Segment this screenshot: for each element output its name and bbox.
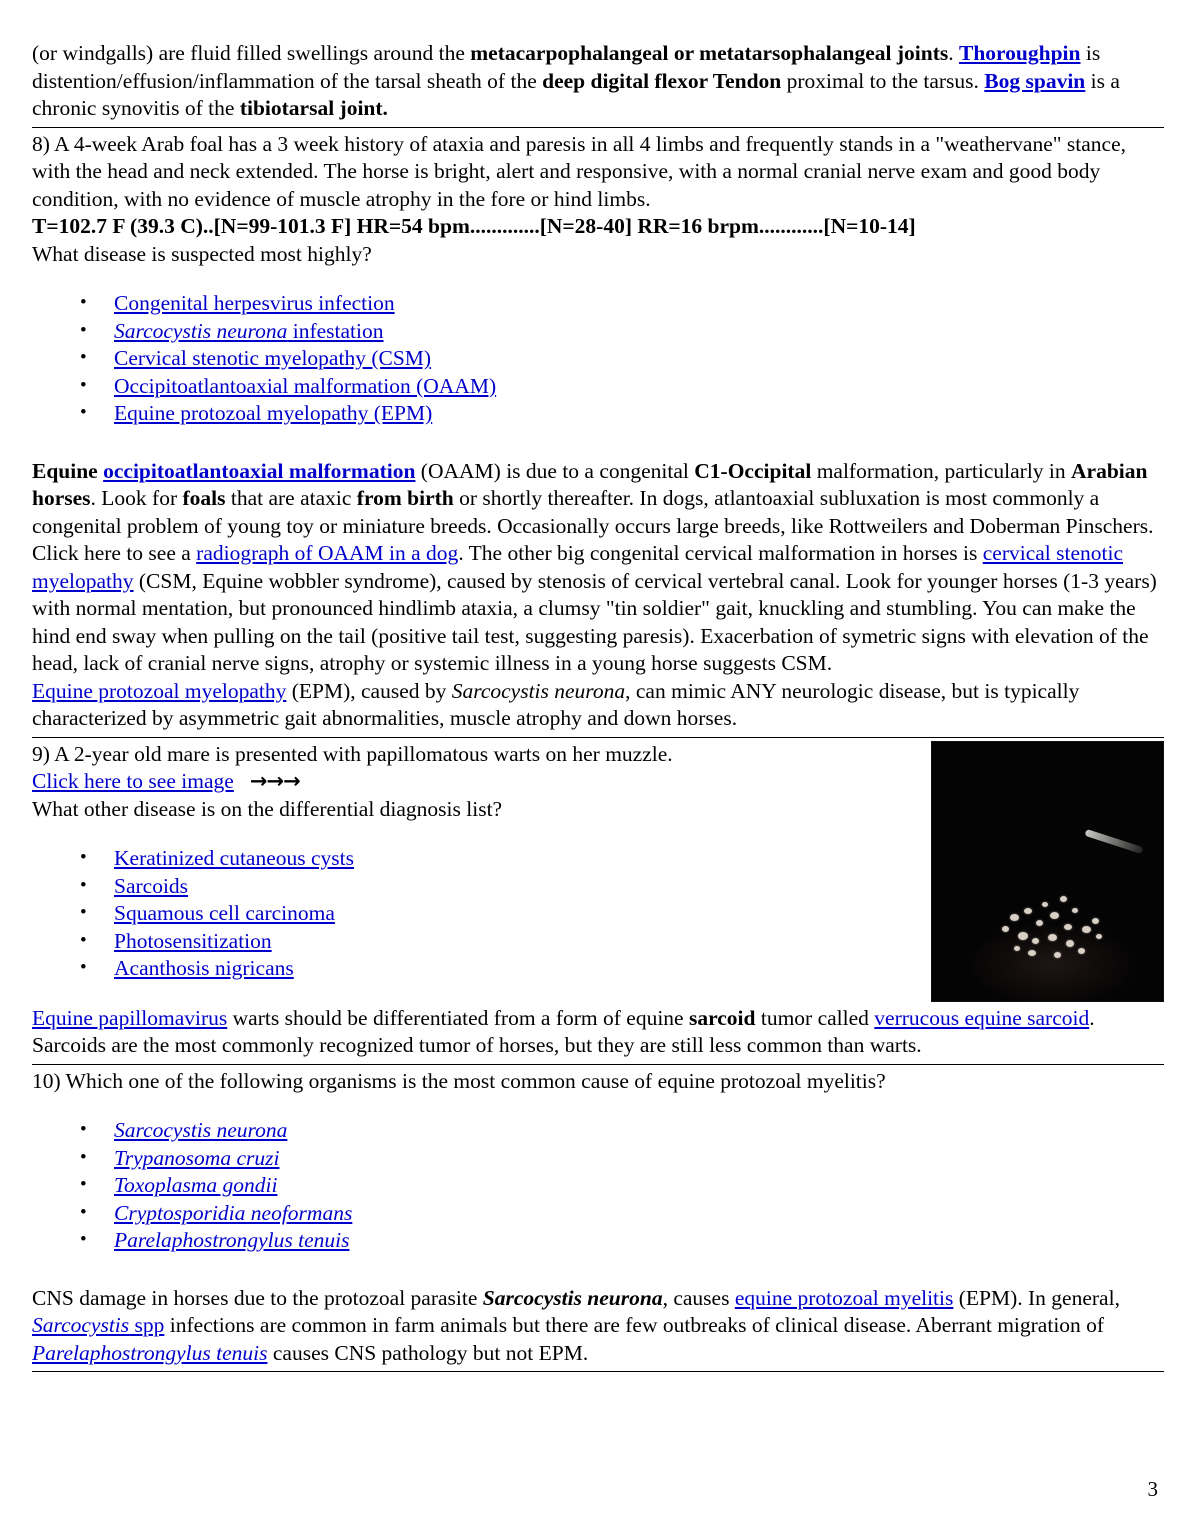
intro-text-4: proximal to the tarsus. (781, 68, 985, 93)
list-item[interactable] (80, 345, 1164, 373)
list-item[interactable] (80, 1227, 1164, 1255)
link-spp[interactable]: spp (129, 1313, 165, 1337)
question-9-image-line (32, 768, 772, 796)
explanation-10 (32, 1285, 1164, 1368)
expl8-text-2: malformation, particularly in (811, 458, 1072, 483)
expl9-text-1: warts should be differentiated from a form of equine (227, 1005, 689, 1030)
question-8-block (32, 131, 1164, 428)
link-parelaphostrongylus-tenuis[interactable]: Parelaphostrongylus tenuis (32, 1340, 268, 1365)
expl8-bold-arabian-horses: Arabian horses (32, 458, 1148, 510)
intro-text-2: . (948, 41, 959, 65)
expl8-bold-c1-occipital: C1-Occipital (694, 458, 812, 483)
question-9-options (32, 845, 772, 983)
expl10-text-5: causes CNS pathology but not EPM. (267, 1340, 589, 1365)
intro-text-1: (or windgalls) are fluid filled swellings around the (32, 41, 471, 65)
link-thoroughpin[interactable]: Thoroughpin (958, 41, 1081, 65)
spacer (32, 1255, 1164, 1285)
page-number: 3 (1147, 1477, 1158, 1501)
question-8-prompt: What disease is suspected most highly? (32, 241, 372, 266)
link-click-here-to-see-image[interactable]: Click here to see image (32, 769, 234, 793)
option-species-rest: infestation (287, 318, 384, 343)
question-9-stem: 9) A 2-year old mare is presented with papillomatous warts on her muzzle. (32, 741, 673, 766)
spacer (32, 428, 1164, 458)
link-equine-protozoal-myelitis[interactable]: equine protozoal myelitis (734, 1285, 954, 1310)
expl8-text-8: (EPM), caused by (286, 678, 452, 703)
explanation-8-epm (32, 678, 1164, 733)
list-item[interactable] (80, 845, 772, 873)
option-congenital-herpesvirus[interactable]: Congenital herpesvirus infection (114, 291, 395, 315)
expl8-text-3: . Look for (90, 486, 183, 510)
option-parelaphostrongylus-tenuis[interactable]: Parelaphostrongylus tenuis (114, 1228, 350, 1252)
expl9-bold-sarcoid: sarcoid (688, 1005, 756, 1030)
section-divider-1 (32, 127, 1164, 128)
question-9-text-column (32, 741, 772, 983)
list-item[interactable] (80, 1145, 1164, 1173)
intro-bold-tibiotarsal: tibiotarsal joint. (239, 96, 388, 120)
link-sarcocystis-spp[interactable]: Sarcocystis (32, 1313, 130, 1337)
option-cryptosporidia-neoformans[interactable]: Cryptosporidia neoformans (114, 1200, 353, 1225)
explanation-9 (32, 1005, 1164, 1060)
expl10-text-4: infections are common in farm animals but there are few outbreaks of clinical disease. Aberrant migration of (164, 1313, 1105, 1337)
intro-bold-tendon: deep digital flexor Tendon (542, 68, 782, 93)
expl8-text-9: , can mimic ANY neurologic disease, but is typically characterized by asymmetric gait abnormalities, muscle atrophy and down horses. (32, 678, 1080, 730)
expl8-bold-from-birth: from birth (356, 486, 454, 510)
expl9-text-2: tumor called (755, 1005, 875, 1030)
list-item[interactable] (80, 928, 772, 956)
list-item[interactable] (80, 400, 1164, 428)
intro-bold-joints: metacarpophalangeal or metatarsophalangeal joints (470, 41, 949, 65)
question-8-options (32, 290, 1164, 428)
spacer (32, 268, 1164, 290)
expl8-text-6: . The other big congenital cervical malformation in horses is (458, 541, 983, 565)
option-photosensitization[interactable]: Photosensitization (114, 928, 272, 953)
question-10-stem: 10) Which one of the following organisms is the most common cause of equine protozoal myelitis? (32, 1068, 886, 1093)
expl8-bold-foals: foals (182, 486, 226, 510)
section-divider-3 (32, 1064, 1164, 1065)
option-squamous-cell-carcinoma[interactable]: Squamous cell carcinoma (114, 901, 335, 925)
option-sarcocystis-neurona[interactable]: Sarcocystis neurona (114, 1118, 288, 1142)
spacer (32, 1095, 1164, 1117)
intro-paragraph (32, 40, 1164, 123)
expl8-text-7: (CSM, Equine wobbler syndrome), caused by stenosis of cervical vertebral canal. Look for younger horses (1-3 years) with normal mentation, but pronounced hindlimb ataxia, a clumsy "tin soldier" gait, knuckling and stumbling. You can make the hind end sway when pulling on the tail (positive tail test, suggesting paresis). Exacerbation of symetric signs with elevation of the head, lack of cranial nerve signs, atrophy or systemic illness in a young horse suggests CSM. (32, 568, 1157, 675)
expl10-text-1: CNS damage in horses due to the protozoal parasite (32, 1285, 483, 1310)
expl10-bold-italic-sarcocystis: Sarcocystis neurona (482, 1285, 663, 1310)
expl10-text-2: , causes (662, 1285, 735, 1310)
link-equine-protozoal-myelopathy[interactable]: Equine protozoal myelopathy (32, 678, 287, 703)
wart-lesions (932, 742, 1163, 1001)
option-toxoplasma-gondii[interactable]: Toxoplasma gondii (114, 1173, 278, 1197)
list-item[interactable] (80, 955, 772, 983)
option-keratinized-cutaneous-cysts[interactable]: Keratinized cutaneous cysts (114, 846, 354, 870)
option-cervical-stenotic-myelopathy[interactable]: Cervical stenotic myelopathy (CSM) (114, 346, 432, 370)
question-10-block (32, 1068, 1164, 1255)
list-item[interactable] (80, 1117, 1164, 1145)
link-occipitoatlantoaxial-malformation[interactable]: occipitoatlantoaxial malformation (103, 458, 416, 483)
link-radiograph-oaam-dog[interactable]: radiograph of OAAM in a dog (196, 541, 459, 565)
expl10-text-3: (EPM). In general, (953, 1285, 1120, 1310)
list-item[interactable] (80, 900, 772, 928)
list-item[interactable] (80, 318, 1164, 346)
arrow-right-icon: →→→ (249, 769, 300, 793)
list-item[interactable] (80, 373, 1164, 401)
question-8-stem: 8) A 4-week Arab foal has a 3 week history of ataxia and paresis in all 4 limbs and frequently stands in a "weathervane" stance, with the head and neck extended. The horse is bright, alert and responsive, with a normal cranial nerve exam and good body condition, with no evidence of muscle atrophy in the fore or hind limbs. (32, 131, 1127, 211)
question-9-prompt: What other disease is on the differential diagnosis list? (32, 796, 503, 821)
option-trypanosoma-cruzi[interactable]: Trypanosoma cruzi (114, 1145, 280, 1170)
list-item[interactable] (80, 1200, 1164, 1228)
option-occipitoatlantoaxial-malformation[interactable]: Occipitoatlantoaxial malformation (OAAM) (114, 373, 497, 398)
list-item[interactable] (80, 873, 772, 901)
expl8-text-4: that are ataxic (225, 486, 357, 510)
explanation-8 (32, 458, 1164, 678)
question-10-options (32, 1117, 1164, 1255)
expl9-text-3: . Sarcoids are the most commonly recognized tumor of horses, but they are still less common than warts. (32, 1005, 1095, 1057)
spacer (32, 823, 772, 845)
expl8-italic-sarcocystis: Sarcocystis neurona (451, 678, 626, 703)
section-divider-2 (32, 737, 1164, 738)
section-divider-4 (32, 1371, 1164, 1372)
option-species-italic: Sarcocystis neurona (114, 318, 288, 343)
link-bog-spavin[interactable]: Bog spavin (984, 68, 1086, 93)
link-cervical-stenotic-myelopathy[interactable]: cervical stenotic myelopathy (32, 541, 1124, 593)
link-equine-papillomavirus[interactable]: Equine papillomavirus (32, 1005, 228, 1030)
expl8-text-1: (OAAM) is due to a congenital (415, 458, 695, 483)
intro-text-3: is distention/effusion/inflammation of the tarsal sheath of the (32, 41, 1101, 93)
option-sarcoids[interactable]: Sarcoids (114, 873, 189, 898)
intro-text-5: is a chronic synovitis of the (32, 68, 1120, 120)
question-9-block (32, 741, 1164, 983)
expl8-bold-equine: Equine (32, 458, 104, 483)
horse-muzzle-photo (931, 741, 1164, 1002)
expl8-text-5: or shortly thereafter. In dogs, atlantoaxial subluxation is most commonly a congenital problem of young toy or miniature breeds. Occasionally occurs large breeds, like Rottweilers and Doberman Pinschers. Click here to see a (32, 486, 1154, 565)
option-acanthosis-nigricans[interactable]: Acanthosis nigricans (114, 956, 294, 980)
list-item[interactable] (80, 1172, 1164, 1200)
option-sarcocystis-neurona-infestation[interactable] (114, 319, 384, 343)
question-8-vitals: T=102.7 F (39.3 C)..[N=99-101.3 F] HR=54 bpm.............[N=28-40] RR=16 brpm............[N=10-14] (32, 214, 916, 238)
list-item[interactable] (80, 290, 1164, 318)
option-equine-protozoal-myelopathy[interactable]: Equine protozoal myelopathy (EPM) (114, 401, 433, 425)
link-verrucous-equine-sarcoid[interactable]: verrucous equine sarcoid (874, 1005, 1090, 1030)
